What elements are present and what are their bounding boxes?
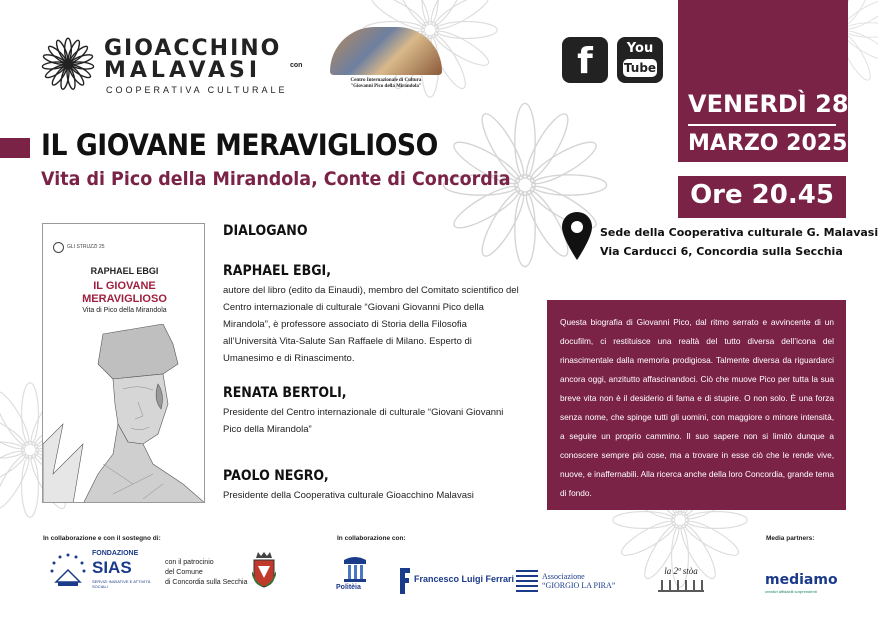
column-icon <box>340 556 370 584</box>
speaker-name: RENATA BERTOLI, <box>223 385 347 401</box>
footer-collab-support-label: In collaborazione e con il sostegno di: <box>43 535 161 542</box>
page-subtitle: Vita di Pico della Mirandola, Conte di Concordia <box>41 168 511 190</box>
youtube-label-top: You <box>626 41 654 56</box>
pico-portrait-engraving-icon <box>43 324 205 503</box>
sias-subtitle: SERVIZI INIZIATIVE E ATTIVITÀ SOCIALI <box>92 579 151 589</box>
speaker-name: RAPHAEL EBGI, <box>223 263 332 279</box>
centro-line1: Centro Internazionale di Cultura <box>350 78 422 83</box>
book-series: GLI STRUZZI 25 <box>67 244 105 250</box>
patrocinio-text <box>165 558 265 588</box>
patrocinio-line3: di Concordia sulla Secchia <box>165 579 248 586</box>
title-accent-bar <box>0 138 30 158</box>
politeia-name: Politèia <box>336 584 361 591</box>
lapira-line1: Associazione <box>542 572 585 581</box>
venue-name: Sede della Cooperativa culturale G. Malavasi <box>600 226 878 239</box>
centro-pico-logo-text <box>330 78 442 90</box>
youtube-label-bottom: Tube <box>623 61 657 75</box>
stoa-columns-icon <box>656 578 706 592</box>
logo-subtitle: COOPERATIVA CULTURALE <box>106 85 288 95</box>
date-divider <box>688 124 836 126</box>
page-title: IL GIOVANE MERAVIGLIOSO <box>41 128 438 162</box>
speaker-name: PAOLO NEGRO, <box>223 468 329 484</box>
speaker-bio: Presidente del Centro internazionale di culturale “Giovani Giovanni Pico della Mirandola” <box>223 407 504 435</box>
facebook-icon[interactable]: f <box>562 37 608 83</box>
sias-fondazione: FONDAZIONE <box>92 550 139 557</box>
venue-address: Via Carducci 6, Concordia sulla Secchia <box>600 245 843 258</box>
fondazione-sias-logo <box>48 550 151 590</box>
event-time: Ore 20.45 <box>690 180 834 210</box>
francesco-luigi-ferrari-logo <box>398 568 515 594</box>
book-subtitle: Vita di Pico della Mirandola <box>82 307 167 314</box>
la-pira-stripes-icon <box>516 568 538 592</box>
municipal-crest-icon <box>252 552 276 588</box>
map-pin-icon <box>562 212 592 260</box>
publisher-logo-icon <box>53 242 64 253</box>
ferrari-f-icon <box>398 568 412 594</box>
book-cover <box>42 223 205 503</box>
mediamo-tagline: creativi affidabili sorprendenti <box>765 589 817 594</box>
book-author: RAPHAEL EBGI <box>90 266 159 276</box>
speaker-bio: Presidente della Cooperativa culturale Gioacchino Malavasi <box>223 490 474 501</box>
speaker-bio: autore del libro (edito da Einaudi), membro del Comitato scientifico del Centro internazionale di culturale “Giovani Giovanni Pico della Mirandola”, è professore associato di Storia della Filosofia all’Università Vita-Salute San Raffaele di Milano. Esperto di Umanesimo e di Rinascimento. <box>223 285 519 364</box>
centro-line2: "Giovanni Pico della Mirandola" <box>350 84 422 89</box>
flf-name: Francesco Luigi Ferrari <box>414 574 515 584</box>
patrocinio-line2: del Comune <box>165 569 203 576</box>
mediamo-logo: mediamo <box>765 572 838 588</box>
logo-name-line2: MALAVASI <box>104 58 262 83</box>
event-date-month: MARZO 2025 <box>688 131 848 156</box>
event-date-day: VENERDÌ 28 <box>688 90 849 118</box>
daisy-logo-icon <box>40 36 96 92</box>
politeia-logo <box>336 556 370 592</box>
stoa-name: la 2ª stòa <box>664 566 698 576</box>
description-text: Questa biografia di Giovanni Pico, dal ritmo serrato e avvincente di un docufilm, ci restituisce una realtà del tutto diversa dell’icona del rinascimentale dalla memoria prodigiosa. Talmente diversa da riguardarci ancora oggi, anzitutto affascinandoci. Ciò che muove Pico per tutta la sua breve vita non è il desiderio di fama e di stupire. O non solo. È una forza senza nome, che spinge tutti gli uomini, con maggiore o minore intensità, a seguire un proprio cammino. Il suo sapere non si limitò dunque a conoscere sempre più cose, ma a trovare in esse ciò che le rende vive, nuove, e inaffernabili. Alla ricerca anche della loro Concordia, grande tema di fondo. <box>560 317 834 498</box>
youtube-icon[interactable] <box>617 37 663 83</box>
con-label: con <box>290 62 303 69</box>
lapira-line2: “GIORGIO LA PIRA” <box>542 581 616 590</box>
giorgio-la-pira-logo <box>516 568 636 594</box>
footer-collab-label: In collaborazione con: <box>337 535 406 542</box>
dialogano-heading: DIALOGANO <box>223 223 308 239</box>
book-title-line1: IL GIOVANE <box>93 280 156 292</box>
patrocinio-line1: con il patrocinio <box>165 559 214 566</box>
logo-name-line1: GIOACCHINO <box>104 36 282 61</box>
eu-stars-building-icon <box>48 552 88 588</box>
stoa-logo <box>656 562 706 592</box>
book-title-line2: MERAVIGLIOSO <box>82 293 167 305</box>
footer-media-label: Media partners: <box>766 535 815 542</box>
sias-name: SIAS <box>92 558 132 577</box>
